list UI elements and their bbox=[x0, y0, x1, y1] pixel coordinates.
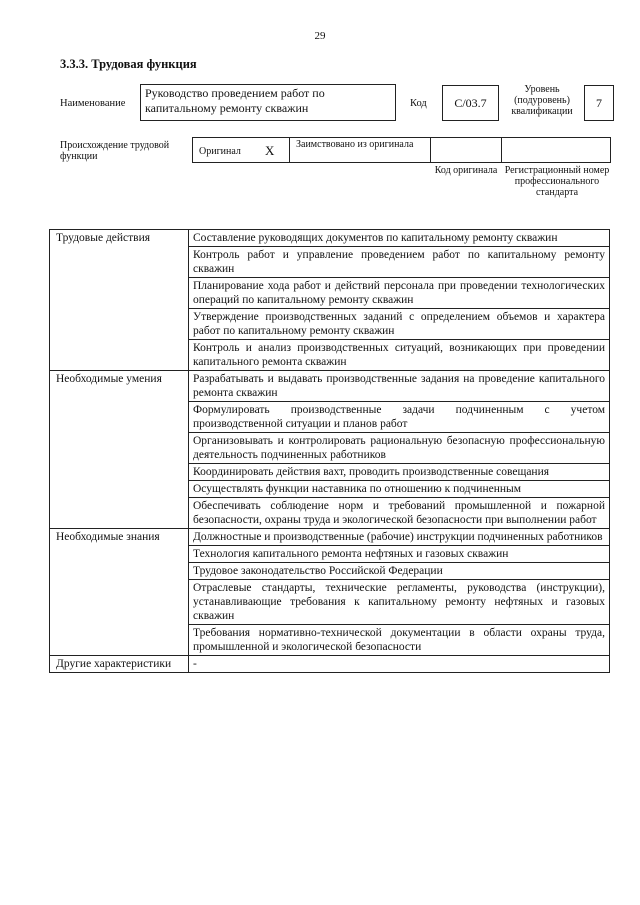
level-value: 7 bbox=[584, 85, 614, 121]
borrowed-label: Заимствовано из оригинала bbox=[296, 139, 414, 150]
table-row bbox=[50, 230, 610, 247]
table-row bbox=[50, 656, 610, 673]
list-item: Контроль и анализ производственных ситуаций, возникающих при проведении капитального ремонта скважин bbox=[189, 340, 610, 371]
section-title: 3.3.3. Трудовая функция bbox=[60, 57, 197, 71]
code-value: C/03.7 bbox=[442, 85, 499, 121]
page-number: 29 bbox=[314, 30, 326, 42]
section-title-other: Другие характеристики bbox=[50, 656, 189, 673]
table-row bbox=[50, 529, 610, 546]
list-item: Осуществлять функции наставника по отношению к подчиненным bbox=[189, 481, 610, 498]
list-item: Трудовое законодательство Российской Федерации bbox=[189, 563, 610, 580]
function-details-table bbox=[49, 229, 610, 673]
list-item: Составление руководящих документов по капитальному ремонту скважин bbox=[189, 230, 610, 247]
list-item: Разрабатывать и выдавать производственные задания на проведение капитального ремонта скважин bbox=[189, 371, 610, 402]
table-row bbox=[50, 371, 610, 402]
reg-number-label: Регистрационный номер профессионального стандарта bbox=[504, 165, 610, 198]
level-label: Уровень (подуровень) квалификации bbox=[511, 84, 573, 117]
name-label: Наименование bbox=[60, 98, 126, 109]
reg-number-cell bbox=[501, 137, 611, 163]
code-original-label: Код оригинала bbox=[434, 165, 498, 176]
list-item: Координировать действия вахт, проводить производственные совещания bbox=[189, 464, 610, 481]
list-item: Контроль работ и управление проведением работ по капитальному ремонту скважин bbox=[189, 247, 610, 278]
list-item: Обеспечивать соблюдение норм и требований промышленной и пожарной безопасности, охраны труда и экологической безопасности при выполнении работ bbox=[189, 498, 610, 529]
section-title-skills: Необходимые умения bbox=[50, 371, 189, 529]
origin-label: Происхождение трудовой функции bbox=[60, 140, 170, 162]
section-title-labor-actions: Трудовые действия bbox=[50, 230, 189, 371]
borrowed-cell bbox=[289, 137, 431, 163]
original-cell bbox=[192, 137, 290, 163]
list-item: Отраслевые стандарты, технические регламенты, руководства (инструкции), устанавливающие требования к капитальному ремонту нефтяных и газовых скважин bbox=[189, 580, 610, 625]
list-item: Утверждение производственных заданий с определением объемов и характера работ по капитальному ремонту скважин bbox=[189, 309, 610, 340]
list-item: Должностные и производственные (рабочие) инструкции подчиненных работников bbox=[189, 529, 610, 546]
original-mark: X bbox=[265, 143, 275, 158]
code-label: Код bbox=[410, 98, 427, 109]
list-item: - bbox=[189, 656, 610, 673]
section-title-knowledge: Необходимые знания bbox=[50, 529, 189, 656]
list-item: Планирование хода работ и действий персонала при проведении технологических операций по капитальному ремонту скважин bbox=[189, 278, 610, 309]
function-name: Руководство проведением работ по капитальному ремонту скважин bbox=[140, 84, 396, 121]
list-item: Формулировать производственные задачи подчиненным с учетом производственной ситуации и планов работ bbox=[189, 402, 610, 433]
list-item: Требования нормативно-технической документации в области охраны труда, промышленной и экологической безопасности bbox=[189, 625, 610, 656]
code-original-cell bbox=[430, 137, 502, 163]
list-item: Технология капитального ремонта нефтяных и газовых скважин bbox=[189, 546, 610, 563]
list-item: Организовывать и контролировать рациональную безопасную профессиональную деятельность подчиненных работников bbox=[189, 433, 610, 464]
original-label: Оригинал bbox=[199, 146, 241, 157]
